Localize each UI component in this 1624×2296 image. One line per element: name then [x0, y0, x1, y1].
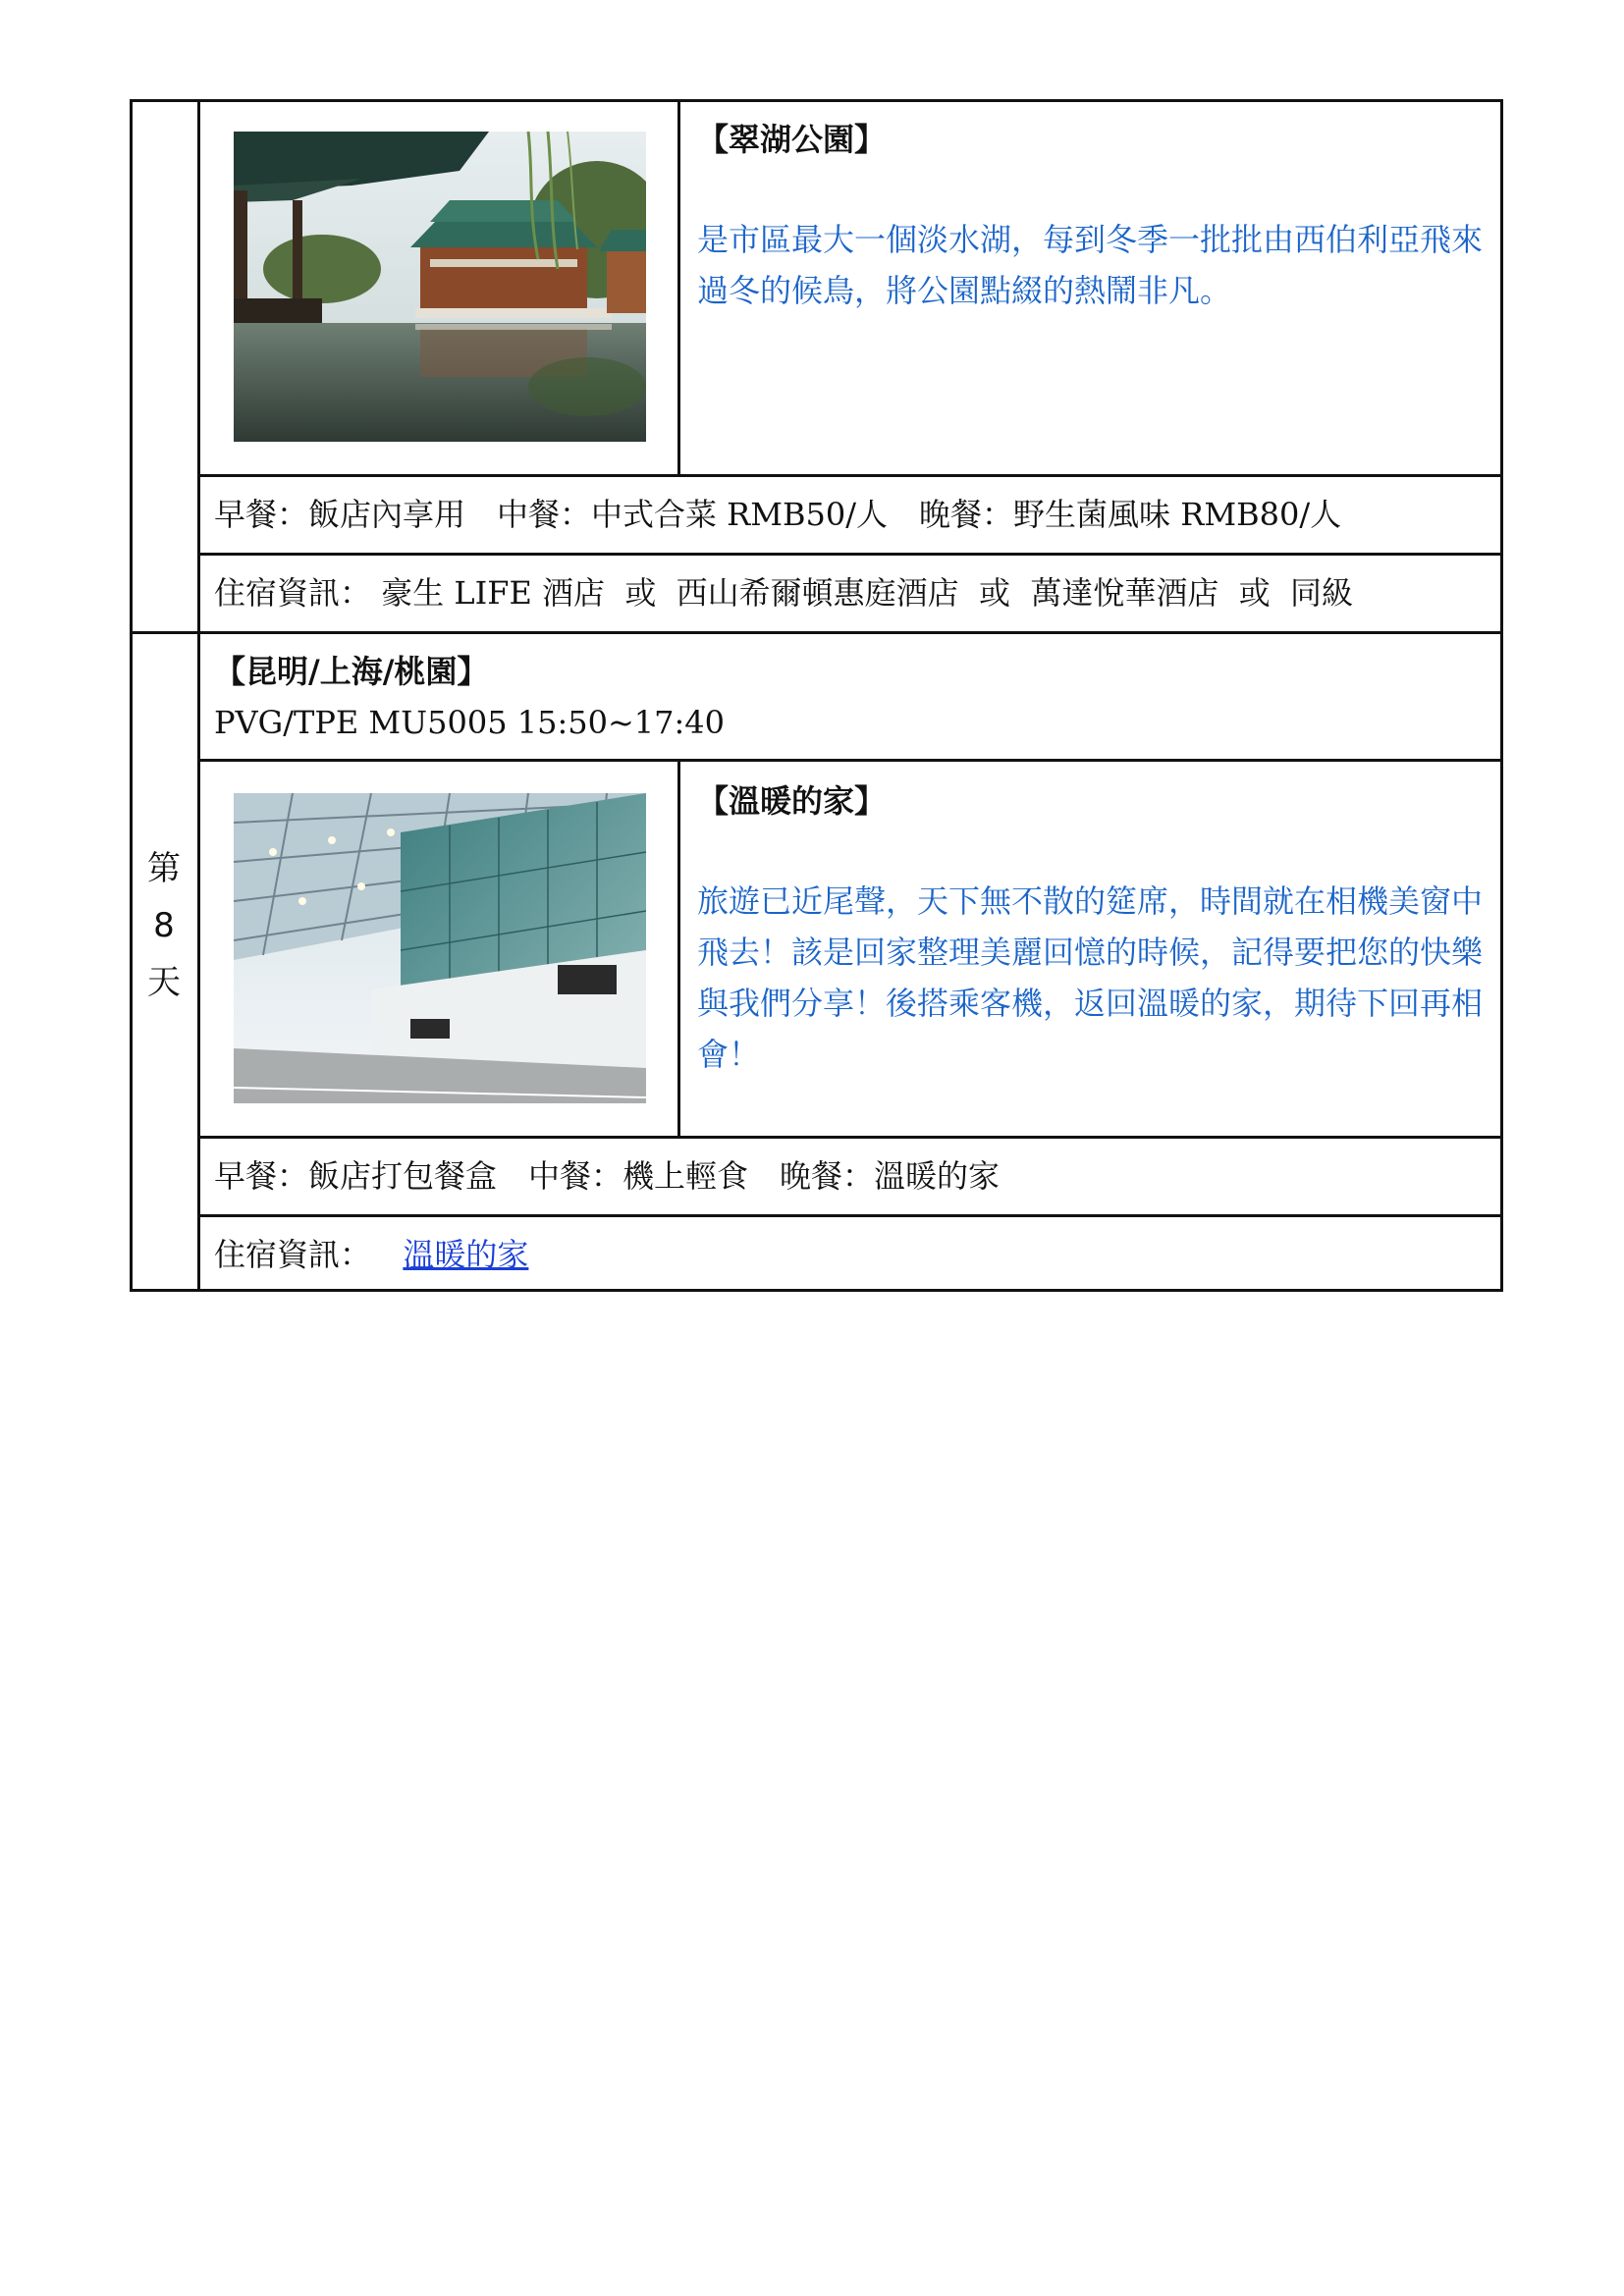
- meals-info: 早餐：飯店打包餐盒 中餐：機上輕食 晚餐：溫暖的家: [214, 1157, 1001, 1195]
- lodging-value: 豪生 LIFE 酒店 或 西山希爾頓惠庭酒店 或 萬達悅華酒店 或 同級: [381, 574, 1354, 612]
- col-divider-photo: [677, 99, 680, 476]
- airport-terminal-photo: [234, 793, 646, 1103]
- col-divider-day: [197, 99, 200, 1292]
- row-divider: [197, 759, 1503, 762]
- lodging-link[interactable]: 溫暖的家: [403, 1236, 529, 1273]
- lodging-info: [214, 1235, 528, 1274]
- meals-info: 早餐：飯店內享用 中餐：中式合菜 RMB50/人 晚餐：野生菌風味 RMB80/人: [214, 496, 1342, 533]
- row-divider: [197, 553, 1503, 556]
- day-number-label: 第 8 天: [147, 849, 181, 1002]
- lodging-label: 住宿資訊：: [214, 1236, 372, 1273]
- attraction-title: 【翠湖公園】: [697, 121, 887, 158]
- row-divider: [197, 474, 1503, 477]
- attraction-description: 是市區最大一個淡水湖，每到冬季一批批由西伯利亞飛來過冬的候鳥，將公園點綴的熱鬧非凡。: [697, 221, 1484, 309]
- col-divider-photo: [677, 761, 680, 1138]
- lodging-label: 住宿資訊：: [214, 574, 372, 612]
- row-divider: [197, 1136, 1503, 1139]
- row-divider-day: [130, 631, 1503, 634]
- route-title: 【昆明/上海/桃園】: [214, 653, 489, 690]
- lodging-info: [214, 573, 1353, 613]
- attraction-title: 【溫暖的家】: [697, 782, 887, 820]
- row-divider: [197, 1214, 1503, 1217]
- flight-info: PVG/TPE MU5005 15:50~17:40: [214, 704, 725, 741]
- pavilion-lake-photo: [234, 132, 646, 442]
- attraction-description: 旅遊已近尾聲，天下無不散的筵席，時間就在相機美窗中飛去！該是回家整理美麗回憶的時候，記得要把您的快樂與我們分享！後搭乘客機，返回溫暖的家，期待下回再相會！: [697, 882, 1484, 1073]
